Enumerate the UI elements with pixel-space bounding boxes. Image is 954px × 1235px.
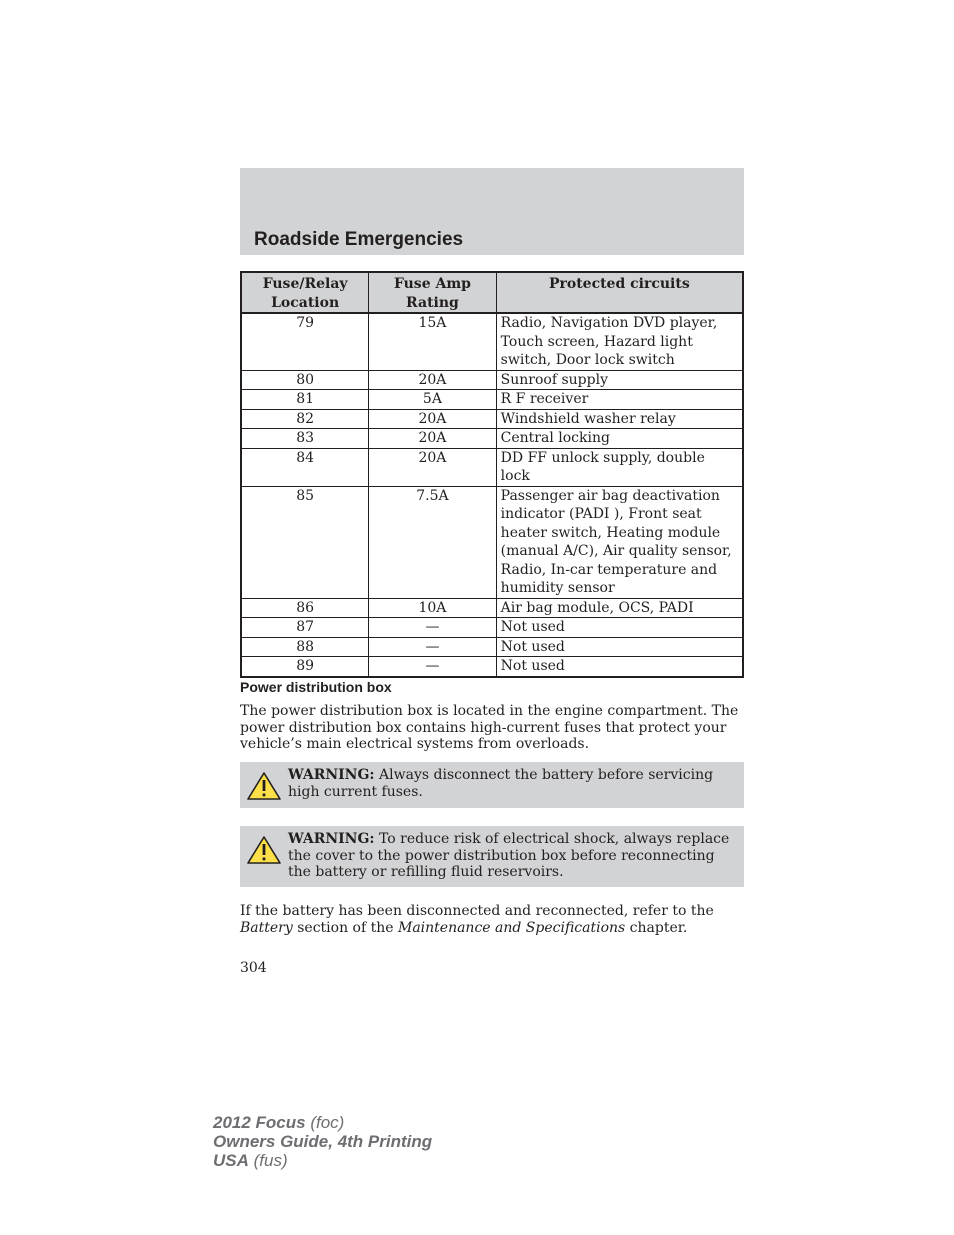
battery-section-reference: Battery [240,919,293,936]
fuse-table [240,271,744,678]
section-heading: Power distribution box [240,679,392,695]
footer-line-model [213,1113,432,1132]
cell-circuits: Passenger air bag deactivation indicator (PADI ), Front seat heater switch, Heating module (manual A/C), Air quality sensor, Radio, In-car temperature and humidity sensor [496,486,743,598]
cell-rating: 7.5A [369,486,496,598]
table-row [241,657,743,677]
cell-location: 83 [241,429,369,449]
cell-location: 84 [241,448,369,486]
cell-circuits: Sunroof supply [496,370,743,390]
cell-location: 88 [241,637,369,657]
warning-text: To reduce risk of electrical shock, always replace the cover to the power distribution box before reconnecting the battery or refilling fluid reservoirs. [288,831,730,880]
cell-location: 89 [241,657,369,677]
closing-text: section of the [292,919,398,936]
column-header-rating: Fuse Amp Rating [369,272,496,313]
cell-rating: — [369,618,496,638]
warning-triangle-icon [246,771,282,801]
table-row [241,598,743,618]
cell-location: 82 [241,409,369,429]
cell-circuits: Air bag module, OCS, PADI [496,598,743,618]
table-row [241,486,743,598]
cell-rating: 20A [369,409,496,429]
closing-text: If the battery has been disconnected and reconnected, refer to the [240,903,714,919]
cell-location: 85 [241,486,369,598]
cell-location: 86 [241,598,369,618]
cell-rating: 20A [369,370,496,390]
footer-line-guide [213,1132,432,1151]
footer-model-code: (foc) [310,1113,345,1132]
footer-guide: Owners Guide, 4th Printing [213,1132,433,1151]
cell-circuits: Not used [496,618,743,638]
warning-label: WARNING: [288,767,375,783]
footer-market-code: (fus) [253,1151,288,1170]
section-header-band [240,168,744,255]
cell-location: 81 [241,390,369,410]
table-row [241,429,743,449]
cell-circuits: Central locking [496,429,743,449]
cell-circuits: Radio, Navigation DVD player, Touch screen, Hazard light switch, Door lock switch [496,313,743,370]
warning-box [240,762,744,808]
page-title: Roadside Emergencies [254,229,464,250]
document-footer [213,1113,432,1170]
warning-label: WARNING: [288,831,375,847]
table-row [241,313,743,370]
cell-rating: — [369,657,496,677]
page-number: 304 [240,960,267,976]
cell-location: 79 [241,313,369,370]
footer-model: 2012 Focus [213,1113,306,1132]
cell-rating: — [369,637,496,657]
table-header-row [241,272,743,313]
column-header-circuits: Protected circuits [496,272,743,313]
table-row [241,637,743,657]
closing-paragraph [240,903,740,936]
cell-rating: 15A [369,313,496,370]
maintenance-chapter-reference: Maintenance and Specifications [397,919,626,936]
cell-rating: 5A [369,390,496,410]
cell-location: 87 [241,618,369,638]
footer-market: USA [213,1151,249,1170]
column-header-location: Fuse/Relay Location [241,272,369,313]
table-row [241,448,743,486]
cell-circuits: Windshield washer relay [496,409,743,429]
cell-location: 80 [241,370,369,390]
cell-rating: 20A [369,429,496,449]
cell-rating: 10A [369,598,496,618]
cell-rating: 20A [369,448,496,486]
warning-triangle-icon [246,835,282,865]
table-row [241,409,743,429]
closing-text: chapter. [625,919,688,936]
warning-box [240,826,744,887]
table-row [241,618,743,638]
cell-circuits: DD FF unlock supply, double lock [496,448,743,486]
intro-paragraph: The power distribution box is located in the engine compartment. The power distribution box contains high-current fuses that protect your vehicle’s main electrical systems from overloads. [240,703,739,752]
table-row [241,390,743,410]
cell-circuits: Not used [496,637,743,657]
footer-line-market [213,1151,432,1170]
cell-circuits: Not used [496,657,743,677]
cell-circuits: R F receiver [496,390,743,410]
table-row [241,370,743,390]
warning-text: Always disconnect the battery before servicing high current fuses. [288,767,714,800]
